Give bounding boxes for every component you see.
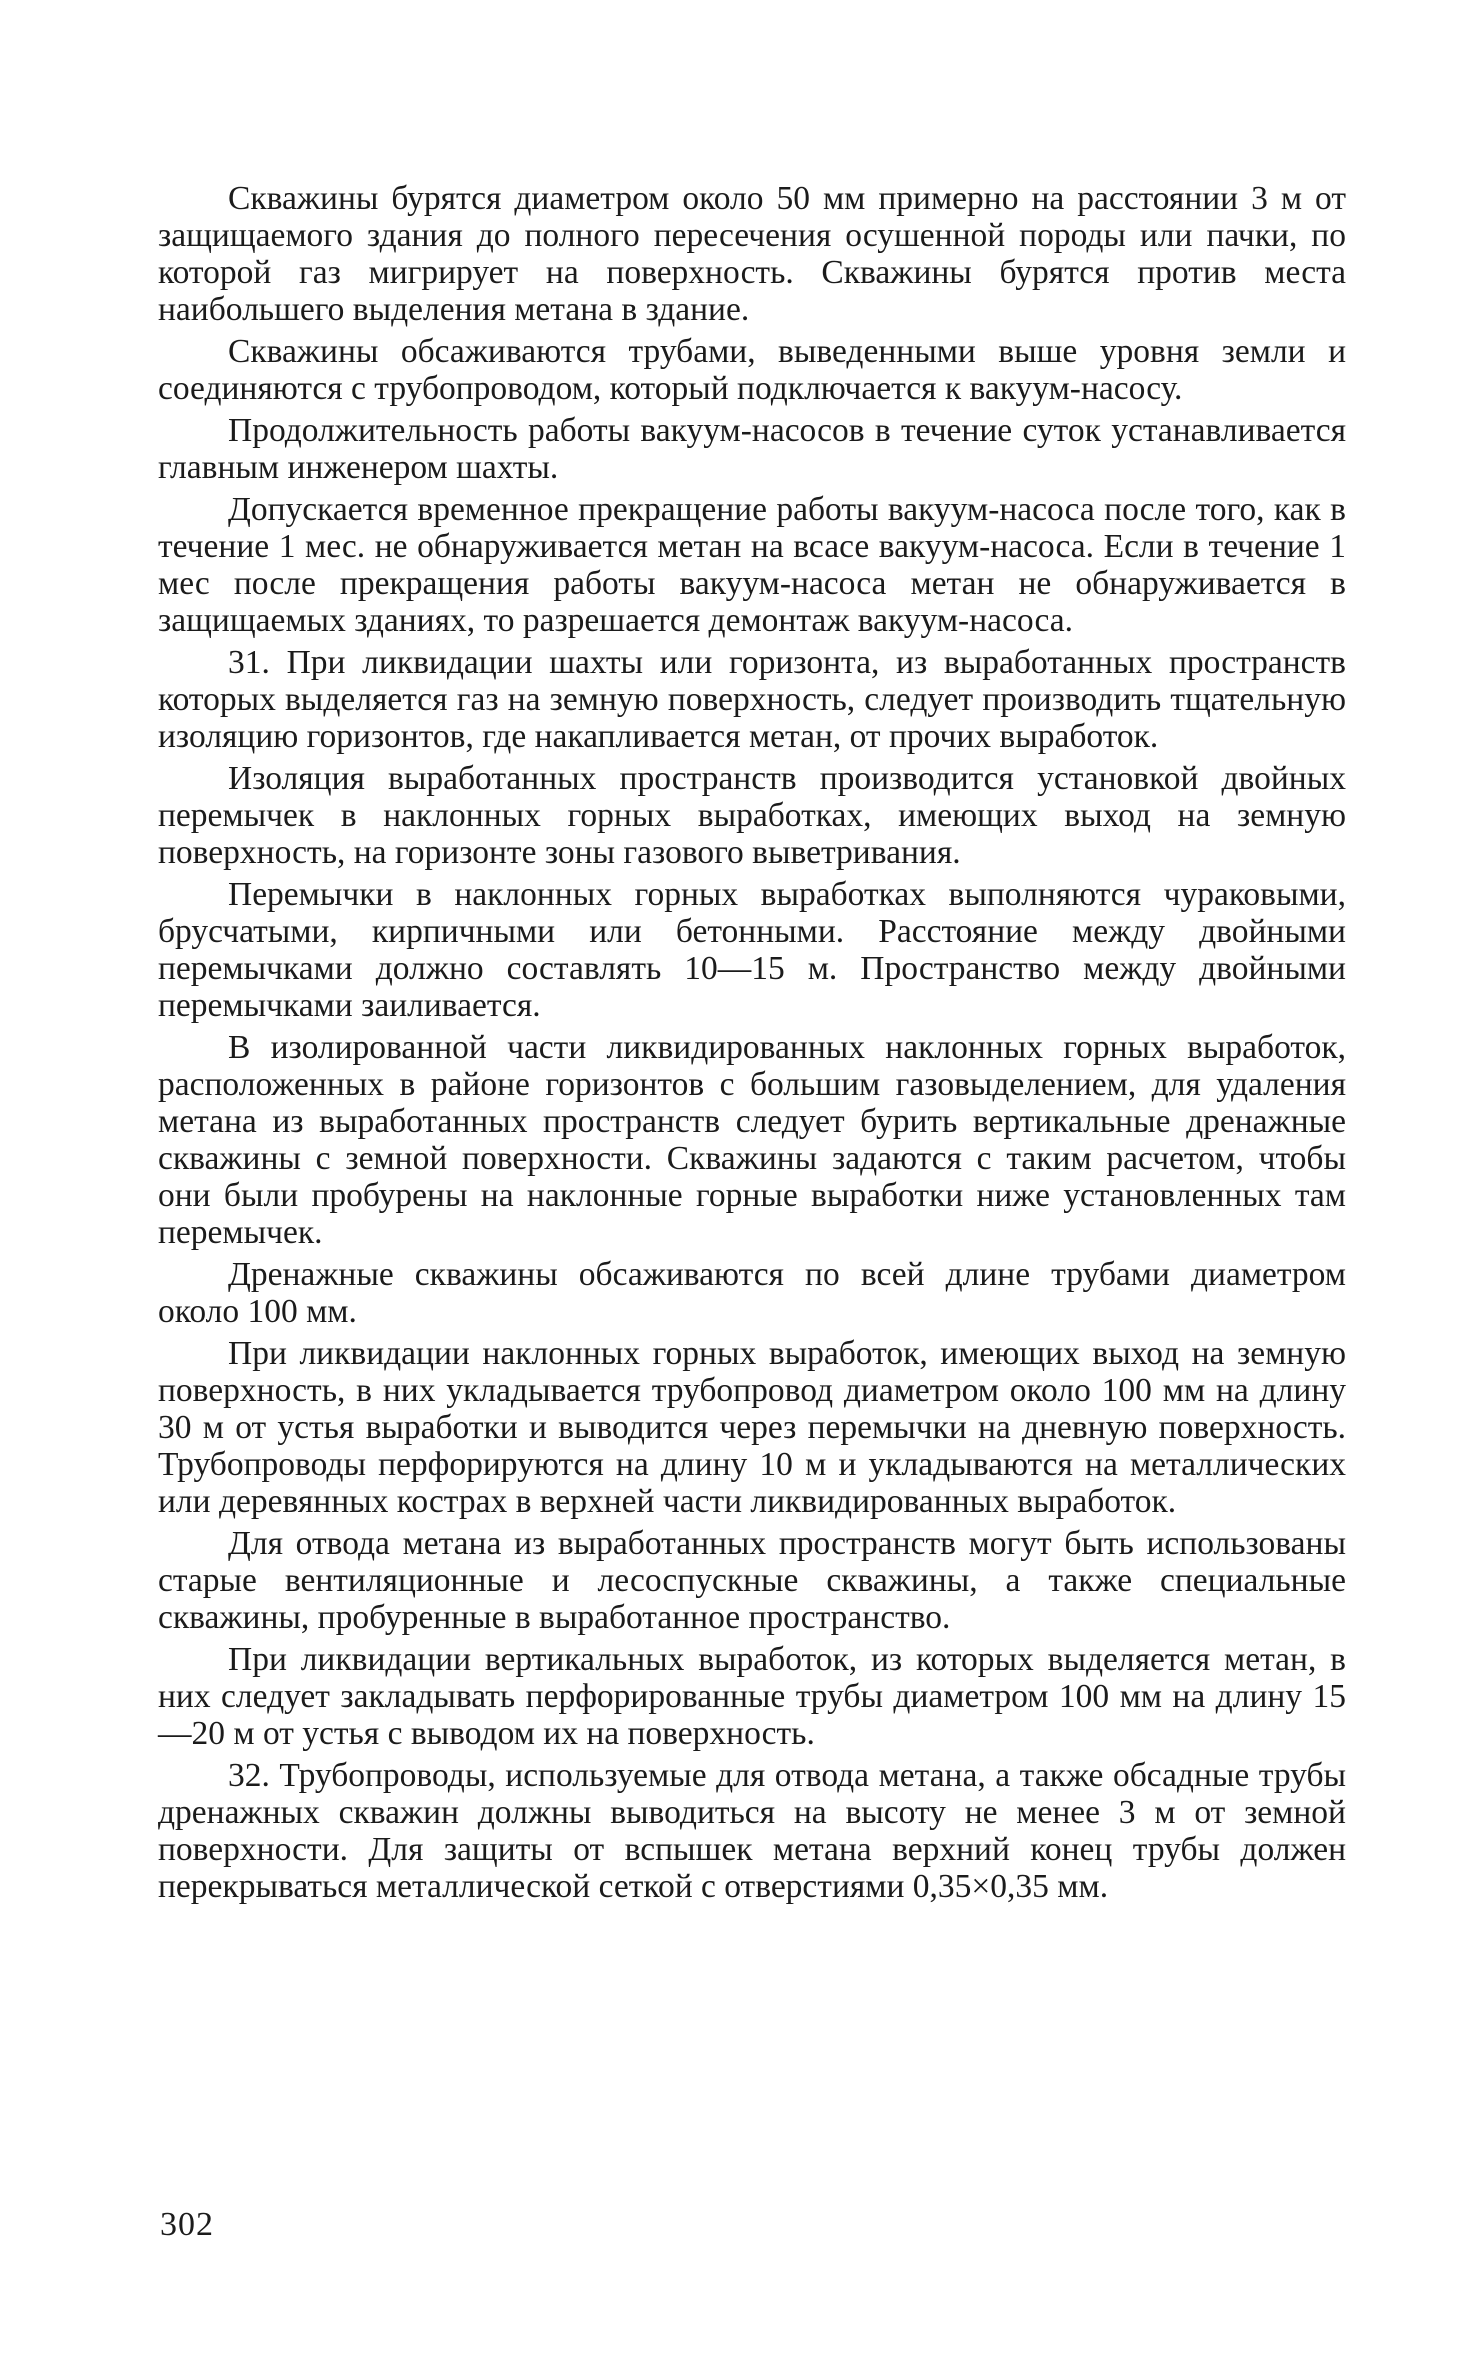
paragraph-pump-duration: Продолжительность работы вакуум-насосов в течение суток устанавливается главным инженером шахты. xyxy=(158,412,1346,486)
paragraph-drainage-casing: Дренажные скважины обсаживаются по всей длине трубами диаметром около 100 мм. xyxy=(158,1256,1346,1330)
paragraph-item-32: 32. Трубопроводы, используемые для отвода метана, а также обсадные трубы дренажных скважин должны выводиться на высоту не менее 3 м от земной поверхности. Для защиты от вспышек метана верхний конец трубы должен перекрываться металлической сеткой с отверстиями 0,35×0,35 мм. xyxy=(158,1757,1346,1905)
paragraph-boreholes-drilling: Скважины бурятся диаметром около 50 мм примерно на расстоянии 3 м от защищаемого здания до полного пересечения осушенной породы или пачки, по которой газ мигрирует на поверхность. Скважины бурятся против места наибольшего выделения метана в здание. xyxy=(158,180,1346,328)
page-body xyxy=(158,180,1346,1910)
paragraph-old-wells: Для отвода метана из выработанных пространств могут быть использованы старые вентиляционные и лесоспускные скважины, а также специальные скважины, пробуренные в выработанное пространство. xyxy=(158,1525,1346,1636)
paragraph-casing-pipes: Скважины обсаживаются трубами, выведенными выше уровня земли и соединяются с трубопроводом, который подключается к вакуум-насосу. xyxy=(158,333,1346,407)
paragraph-bulkheads: Перемычки в наклонных горных выработках выполняются чураковыми, брусчатыми, кирпичными или бетонными. Расстояние между двойными перемычками должно составлять 10—15 м. Пространство между двойными перемычками заиливается. xyxy=(158,876,1346,1024)
paragraph-drainage-drilling: В изолированной части ликвидированных наклонных горных выработок, расположенных в районе горизонтов с большим газовыделением, для удаления метана из выработанных пространств следует бурить вертикальные дренажные скважины с земной поверхности. Скважины задаются с таким расчетом, чтобы они были пробурены на наклонные горные выработки ниже установленных там перемычек. xyxy=(158,1029,1346,1251)
paragraph-item-31: 31. При ликвидации шахты или горизонта, из выработанных пространств которых выделяется газ на земную поверхность, следует производить тщательную изоляцию горизонтов, где накапливается метан, от прочих выработок. xyxy=(158,644,1346,755)
paragraph-isolation: Изоляция выработанных пространств производится установкой двойных перемычек в наклонных горных выработках, имеющих выход на земную поверхность, на горизонте зоны газового выветривания. xyxy=(158,760,1346,871)
paragraph-vertical-workings: При ликвидации вертикальных выработок, из которых выделяется метан, в них следует закладывать перфорированные трубы диаметром 100 мм на длину 15—20 м от устья с выводом их на поверхность. xyxy=(158,1641,1346,1752)
page-number: 302 xyxy=(160,2206,214,2243)
paragraph-pump-stop: Допускается временное прекращение работы вакуум-насоса после того, как в течение 1 мес. не обнаруживается метан на всасе вакуум-насоса. Если в течение 1 мес после прекращения работы вакуум-насоса метан не обнаруживается в защищаемых зданиях, то разрешается демонтаж вакуум-насоса. xyxy=(158,491,1346,639)
paragraph-pipeline-laying: При ликвидации наклонных горных выработок, имеющих выход на земную поверхность, в них укладывается трубопровод диаметром около 100 мм на длину 30 м от устья выработки и выводится через перемычки на дневную поверхность. Трубопроводы перфорируются на длину 10 м и укладываются на металлических или деревянных кострах в верхней части ликвидированных выработок. xyxy=(158,1335,1346,1520)
